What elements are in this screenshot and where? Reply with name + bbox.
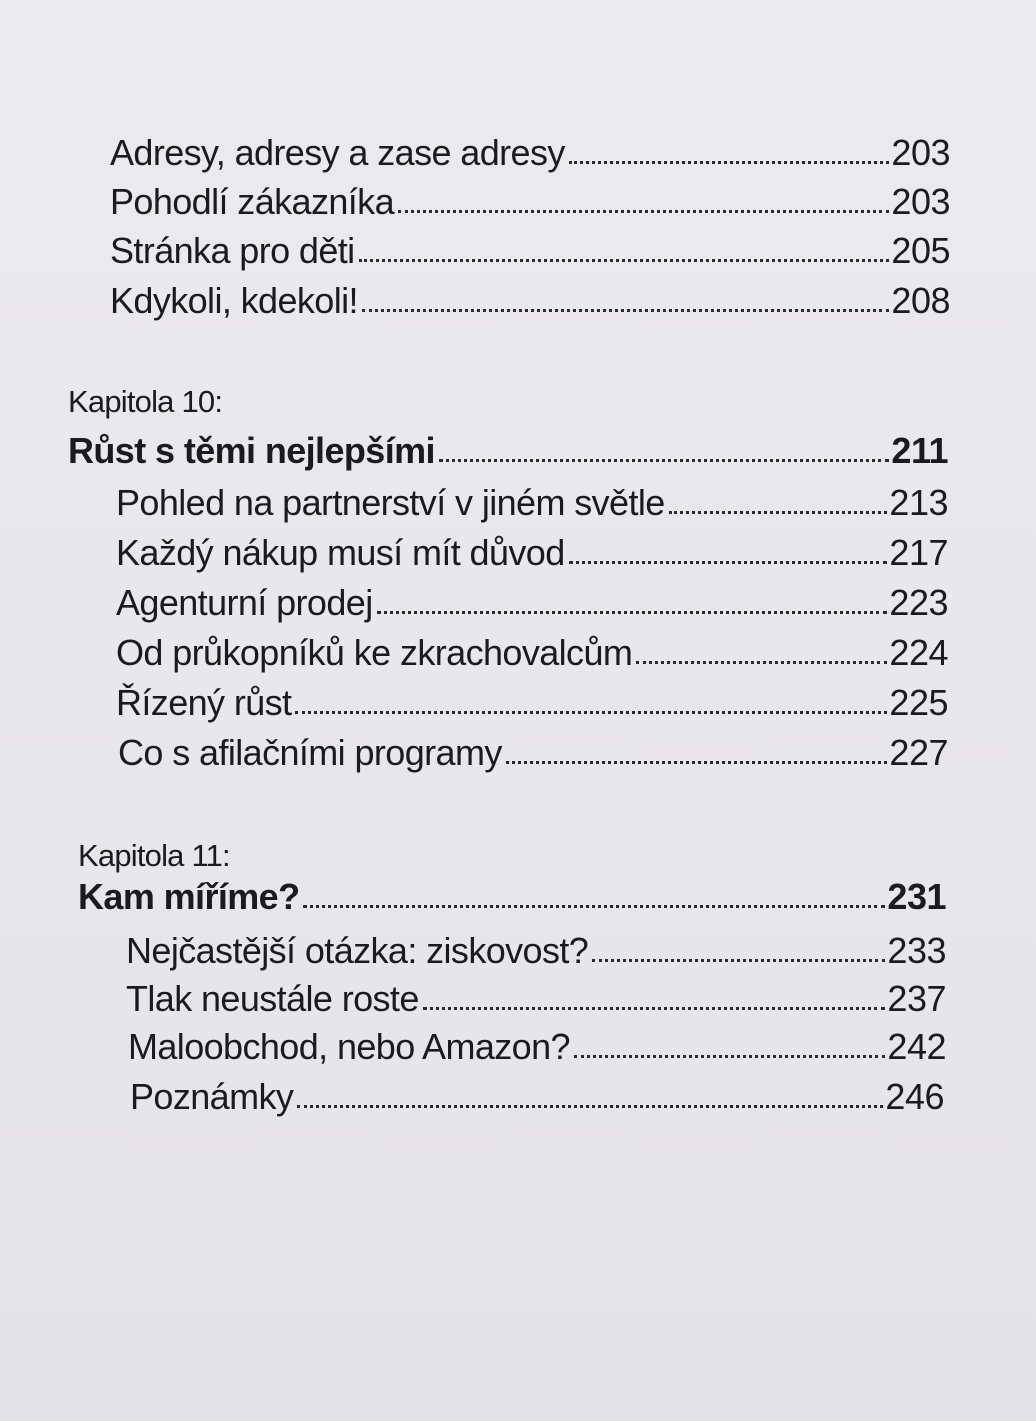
toc-entry-title: Každý nákup musí mít důvod [116,532,565,573]
toc-entry-title: Stránka pro děti [110,230,355,271]
toc-entry-title: Co s afilačními programy [118,732,502,773]
toc-entry [128,1016,946,1068]
toc-entry-page: 208 [891,280,950,321]
dot-leader [439,459,890,462]
dot-leader [295,711,887,714]
toc-entry [116,522,948,574]
dot-leader [359,259,890,262]
chapter-label: Kapitola 10: [68,384,223,419]
toc-entry-page: 233 [887,930,946,971]
dot-leader [377,611,888,614]
dot-leader [669,511,888,514]
toc-entry [110,171,950,223]
toc-entry-title: Adresy, adresy a zase adresy [110,132,565,173]
toc-entry-title: Maloobchod, nebo Amazon? [128,1026,570,1067]
toc-entry-title: Řízený růst [116,682,292,723]
chapter-heading [68,420,948,472]
toc-entry [116,572,948,624]
toc-entry [130,1066,944,1118]
toc-entry-page: 246 [885,1076,944,1117]
toc-entry-page: 213 [889,482,948,523]
dot-leader [592,959,885,962]
dot-leader [297,1105,883,1108]
dot-leader [398,210,889,213]
dot-leader [636,661,887,664]
toc-entry-title: Od průkopníků ke zkrachovalcům [116,632,633,673]
toc-entry [116,672,948,724]
dot-leader [303,905,885,908]
toc-entry-title: Agenturní prodej [116,582,373,623]
toc-entry-page: 237 [887,978,946,1019]
toc-entry [110,270,950,322]
toc-entry-page: 224 [889,632,948,673]
toc-entry-title: Poznámky [130,1076,294,1117]
toc-entry-page: 203 [891,181,950,222]
toc-entry-title: Pohled na partnerství v jiném světle [116,482,665,523]
toc-entry [118,722,948,774]
toc-entry [110,122,950,174]
toc-entry-page: 223 [889,582,948,623]
dot-leader [569,561,888,564]
chapter-label: Kapitola 11: [78,838,230,873]
dot-leader [423,1007,886,1010]
toc-entry [126,920,946,972]
chapter-heading [78,866,946,918]
dot-leader [569,161,890,164]
toc-entry-title: Tlak neustále roste [126,978,419,1019]
chapter-page: 231 [887,876,946,917]
toc-entry-title: Pohodlí zákazníka [110,181,394,222]
toc-entry-page: 242 [887,1026,946,1067]
toc-entry-page: 217 [889,532,948,573]
toc-entry-title: Kdykoli, kdekoli! [110,280,358,321]
toc-entry [116,472,948,524]
chapter-page: 211 [891,430,948,471]
toc-entry [126,968,946,1020]
chapter-title: Kam míříme? [78,876,300,917]
toc-entry-page: 205 [891,230,950,271]
toc-entry [110,220,950,272]
toc-entry-page: 225 [889,682,948,723]
dot-leader [506,761,888,764]
dot-leader [574,1055,885,1058]
chapter-title: Růst s těmi nejlepšími [68,430,435,471]
toc-entry [116,622,948,674]
toc-entry-page: 203 [891,132,950,173]
toc-entry-page: 227 [889,732,948,773]
dot-leader [362,309,890,312]
toc-entry-title: Nejčastější otázka: ziskovost? [126,930,589,971]
